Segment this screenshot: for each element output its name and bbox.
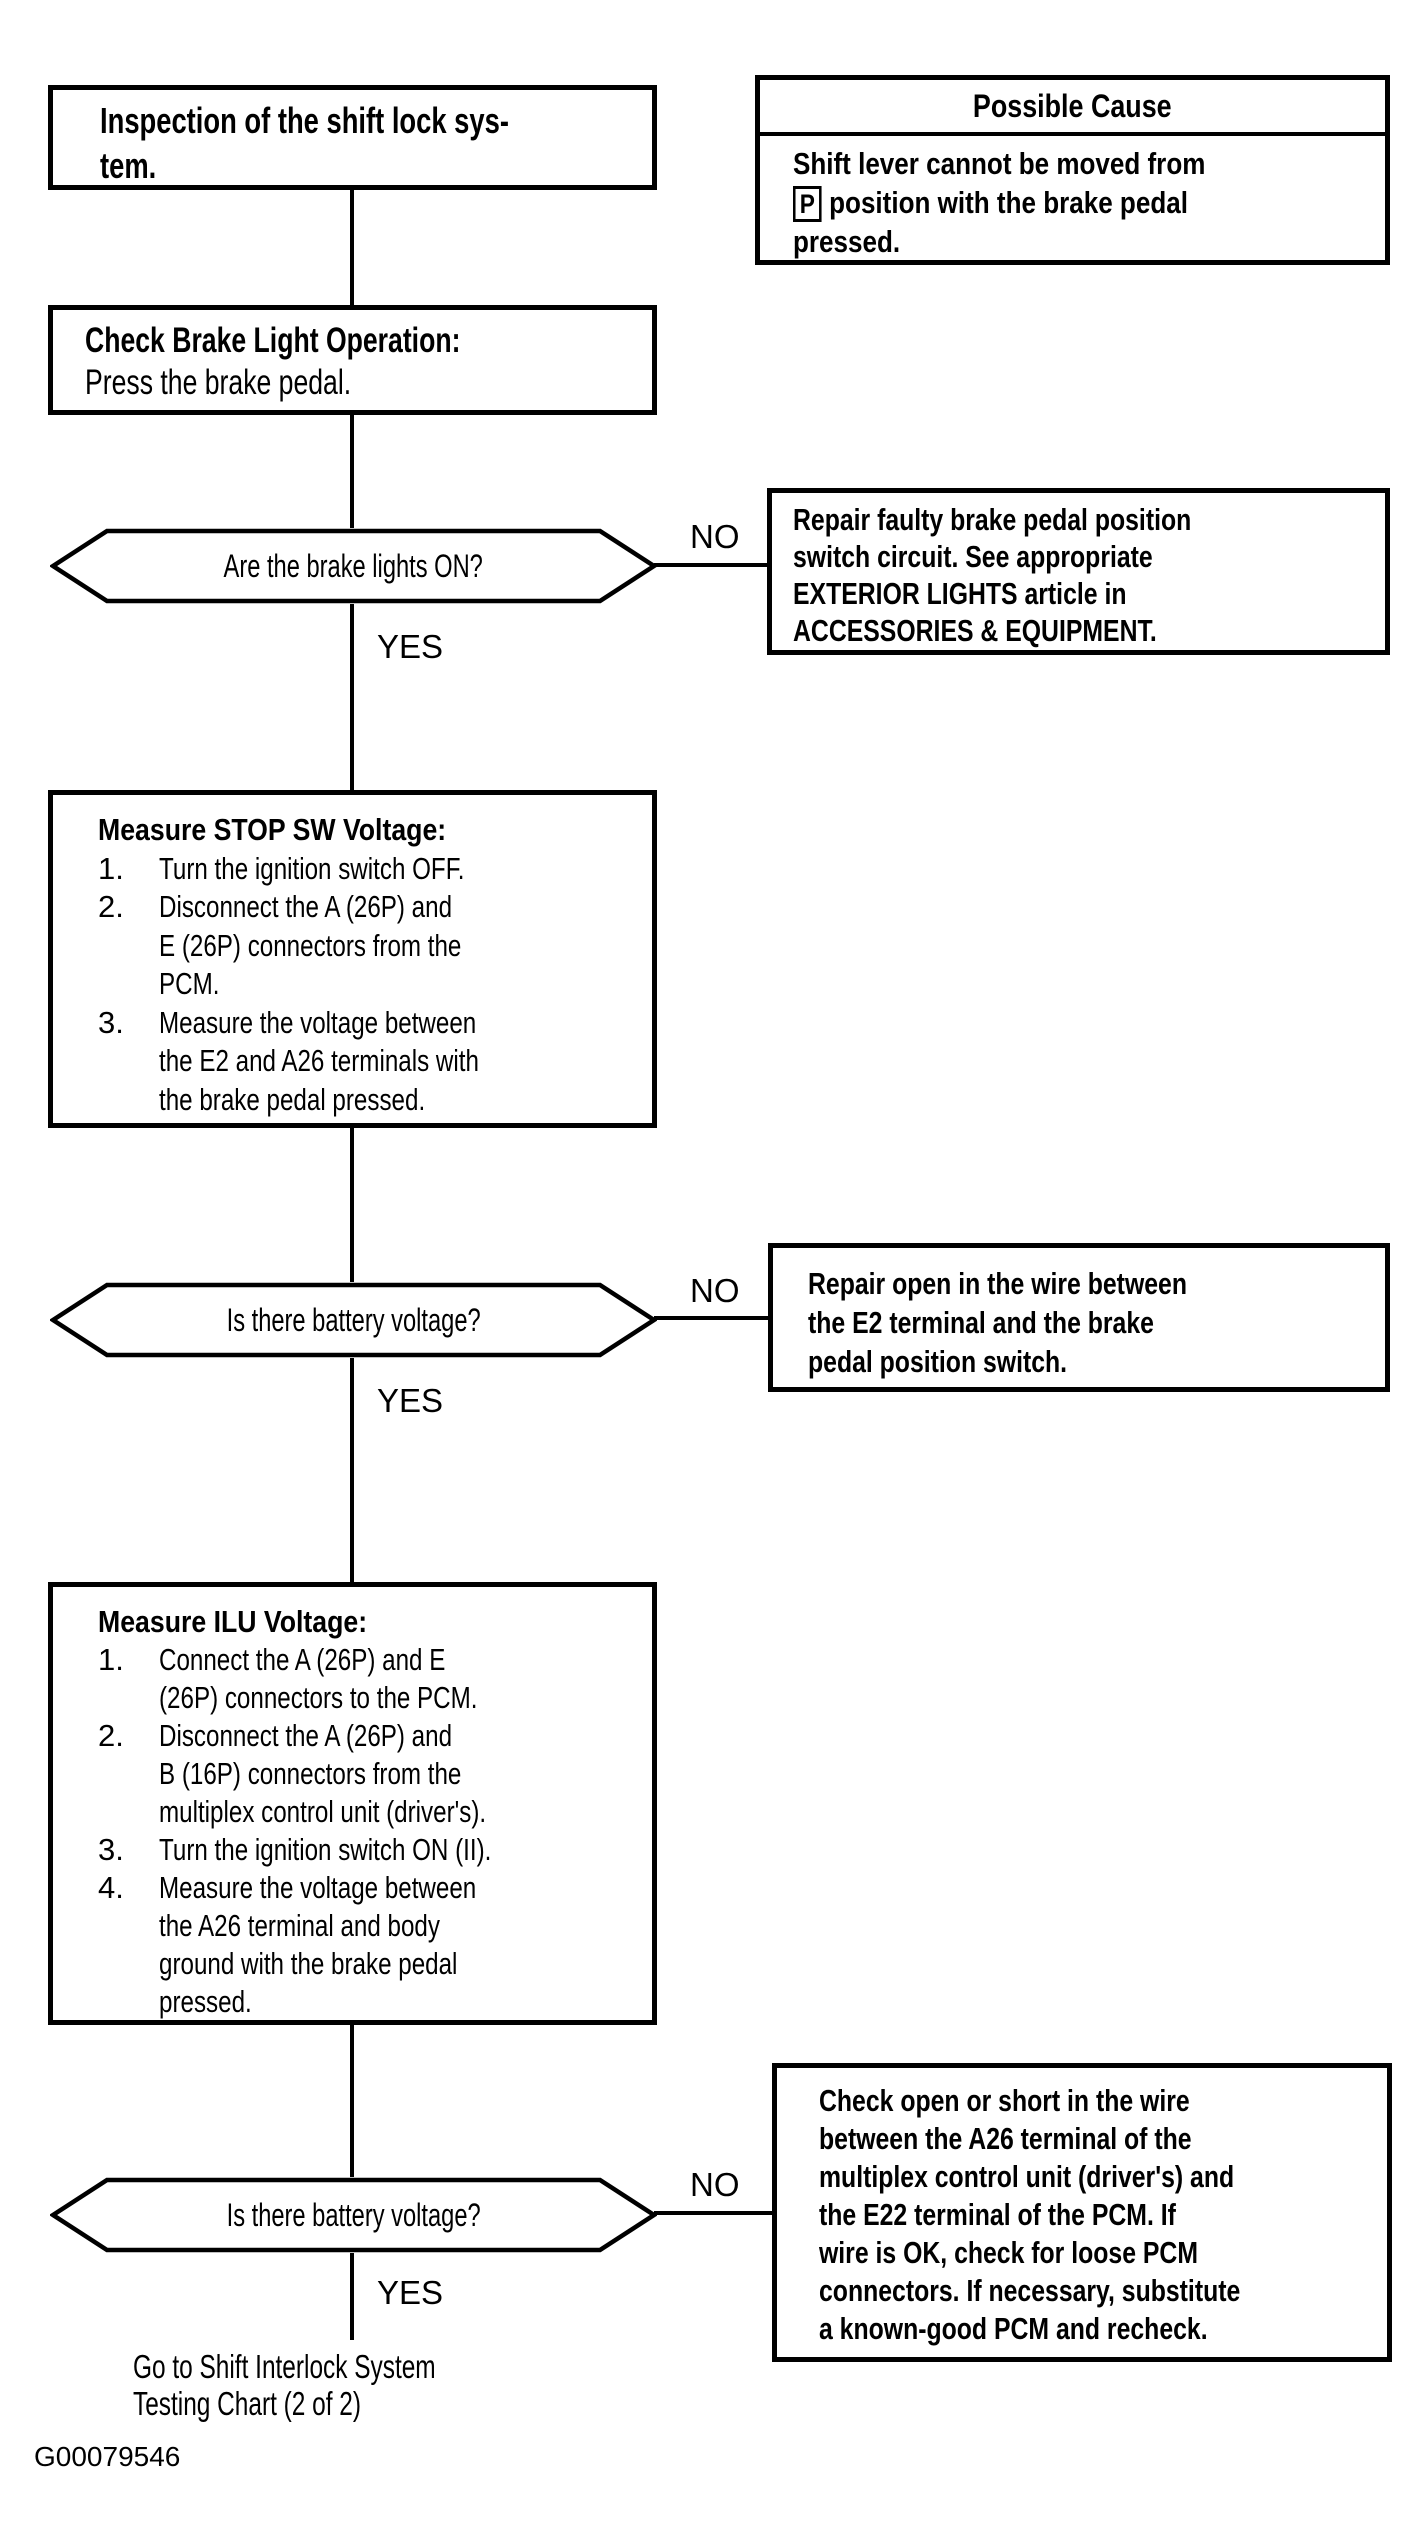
decision-battery-voltage2-question: Is there battery voltage? bbox=[226, 2196, 481, 2233]
list-item-number: 2. bbox=[98, 1718, 124, 1753]
check-brake-title: Check Brake Light Operation: bbox=[85, 321, 461, 360]
connector-check-to-decision1 bbox=[350, 415, 354, 528]
figure-code: G00079546 bbox=[34, 2441, 181, 2472]
list-item-number: 3. bbox=[98, 1004, 124, 1040]
list-item: 3. Measure the voltage between the E2 and A26 terminals with the brake pedal pressed. bbox=[98, 1004, 644, 1120]
connector-start-to-check bbox=[350, 190, 354, 305]
list-item: 2. Disconnect the A (26P) and B (16P) connectors from the multiplex control unit (driver's). bbox=[98, 1718, 487, 1829]
goto-next-chart-text: Go to Shift Interlock System Testing Chart (2 of 2) bbox=[133, 2348, 436, 2422]
decision-brake-lights-question: Are the brake lights ON? bbox=[223, 547, 484, 584]
yes-label-decision1: YES bbox=[377, 628, 444, 665]
measure-ilu-title: Measure ILU Voltage: bbox=[98, 1604, 368, 1639]
decision-battery-voltage2-hexagon bbox=[50, 2177, 657, 2253]
yes-label-decision2: YES bbox=[377, 1382, 444, 1419]
measure-ilu-box bbox=[48, 1582, 657, 2025]
connector-ilu-to-decision3 bbox=[350, 2025, 354, 2177]
repair-open-wire-box: Repair open in the wire between the E2 terminal and the brake pedal position switch. bbox=[768, 1243, 1390, 1392]
no-label-decision1: NO bbox=[690, 518, 740, 555]
list-item-number: 1. bbox=[98, 1642, 124, 1677]
decision-brake-lights-hexagon bbox=[50, 528, 657, 604]
list-item: 2. Disconnect the A (26P) and E (26P) connectors from the PCM. bbox=[98, 888, 644, 1004]
connector-decision1-to-stopsw bbox=[350, 604, 354, 790]
check-brake-light-box bbox=[48, 305, 657, 415]
connector-decision2-no bbox=[654, 1316, 772, 1320]
connector-decision2-to-ilu bbox=[350, 1358, 354, 1582]
measure-stop-sw-title: Measure STOP SW Voltage: bbox=[98, 812, 447, 847]
no-label-decision3: NO bbox=[690, 2166, 740, 2203]
possible-cause-box bbox=[755, 75, 1390, 265]
check-brake-body: Press the brake pedal. bbox=[85, 363, 352, 402]
connector-decision1-no bbox=[654, 563, 772, 567]
list-item: 3. Turn the ignition switch ON (II). bbox=[98, 1832, 492, 1867]
list-item: 1. Connect the A (26P) and E (26P) connectors to the PCM. bbox=[98, 1642, 478, 1715]
list-item-number: 2. bbox=[98, 889, 124, 924]
connector-decision3-to-goto bbox=[350, 2253, 354, 2340]
list-item-number: 3. bbox=[98, 1832, 124, 1867]
measure-stop-sw-box bbox=[48, 790, 657, 1128]
list-item-number: 4. bbox=[98, 1870, 124, 1905]
connector-decision3-no bbox=[654, 2211, 772, 2215]
decision-battery-voltage1-question: Is there battery voltage? bbox=[226, 1301, 481, 1338]
possible-cause-title: Possible Cause bbox=[760, 80, 1385, 136]
list-item-number: 1. bbox=[98, 850, 124, 886]
possible-cause-line2: position with the brake pedal bbox=[829, 185, 1188, 220]
no-label-decision2: NO bbox=[690, 1272, 740, 1309]
park-position-symbol: P bbox=[793, 186, 822, 222]
possible-cause-body: Shift lever cannot be moved from P position with the brake pedal pressed. bbox=[793, 146, 1206, 259]
repair-brake-switch-box: Repair faulty brake pedal position switch circuit. See appropriate EXTERIOR LIGHTS article in ACCESSORIES & EQUIPMENT. bbox=[767, 488, 1390, 655]
check-open-short-box: Check open or short in the wire between the A26 terminal of the multiplex control unit (driver's) and the E22 terminal of the PCM. If wire is OK, check for loose PCM connectors. If necessary, substitute a known-good PCM and recheck. bbox=[772, 2063, 1392, 2362]
connector-stopsw-to-decision2 bbox=[350, 1128, 354, 1282]
decision-battery-voltage1-hexagon bbox=[50, 1282, 657, 1358]
list-item: 4. Measure the voltage between the A26 terminal and body ground with the brake pedal pressed. bbox=[98, 1870, 477, 2019]
yes-label-decision3: YES bbox=[377, 2274, 444, 2311]
start-box-inspection: Inspection of the shift lock sys- tem. bbox=[48, 85, 657, 190]
list-item: 1. Turn the ignition switch OFF. bbox=[98, 850, 644, 889]
